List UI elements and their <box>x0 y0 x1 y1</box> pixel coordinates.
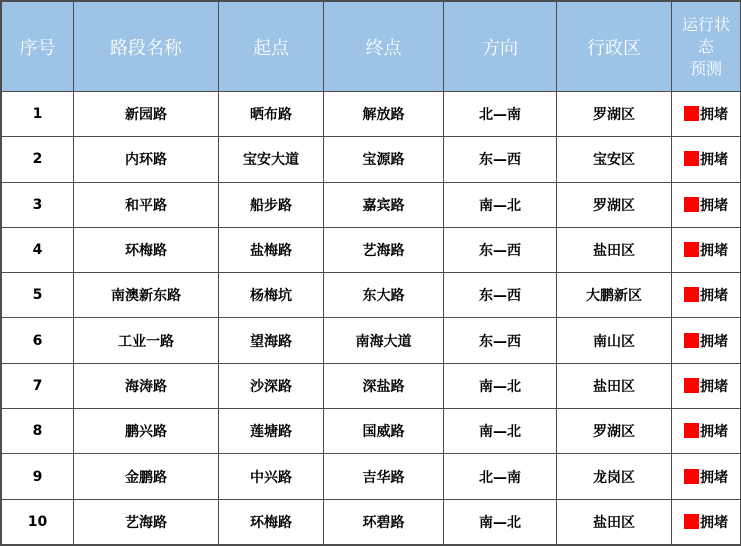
cell-status <box>672 137 741 182</box>
status-label: 拥堵 <box>700 197 728 214</box>
cell-road-name: 南澳新东路 <box>74 273 219 318</box>
status-label: 拥堵 <box>700 424 728 441</box>
cell-seq: 5 <box>2 273 74 318</box>
cell-seq: 4 <box>2 227 74 272</box>
cell-status <box>672 182 741 227</box>
header-road-name: 路段名称 <box>74 2 219 92</box>
cell-direction: 东—西 <box>444 273 557 318</box>
cell-seq: 2 <box>2 137 74 182</box>
header-status-forecast <box>672 2 741 92</box>
cell-road-name: 艺海路 <box>74 499 219 544</box>
cell-status <box>672 409 741 454</box>
cell-end: 东大路 <box>324 273 444 318</box>
cell-direction: 南—北 <box>444 182 557 227</box>
cell-end: 宝源路 <box>324 137 444 182</box>
congestion-indicator-icon <box>684 333 699 348</box>
cell-start: 杨梅坑 <box>219 273 324 318</box>
cell-direction: 东—西 <box>444 137 557 182</box>
cell-end: 南海大道 <box>324 318 444 363</box>
cell-end: 环碧路 <box>324 499 444 544</box>
status-label: 拥堵 <box>700 152 728 169</box>
cell-district: 盐田区 <box>557 363 672 408</box>
header-row <box>2 2 741 92</box>
cell-start: 盐梅路 <box>219 227 324 272</box>
cell-status <box>672 227 741 272</box>
table-row <box>2 454 741 499</box>
cell-direction: 东—西 <box>444 227 557 272</box>
status-label: 拥堵 <box>700 469 728 486</box>
table-row <box>2 92 741 137</box>
header-seq: 序号 <box>2 2 74 92</box>
cell-district: 罗湖区 <box>557 92 672 137</box>
cell-direction: 南—北 <box>444 409 557 454</box>
cell-direction: 北—南 <box>444 92 557 137</box>
cell-road-name: 海涛路 <box>74 363 219 408</box>
table-row <box>2 182 741 227</box>
cell-status <box>672 273 741 318</box>
table-row <box>2 318 741 363</box>
congestion-indicator-icon <box>684 242 699 257</box>
cell-seq: 7 <box>2 363 74 408</box>
header-status-line-3: 预测 <box>689 58 722 78</box>
cell-direction: 南—北 <box>444 499 557 544</box>
cell-start: 晒布路 <box>219 92 324 137</box>
congestion-indicator-icon <box>684 151 699 166</box>
cell-end: 嘉宾路 <box>324 182 444 227</box>
cell-district: 南山区 <box>557 318 672 363</box>
cell-start: 环梅路 <box>219 499 324 544</box>
cell-road-name: 内环路 <box>74 137 219 182</box>
cell-start: 宝安大道 <box>219 137 324 182</box>
cell-road-name: 鹏兴路 <box>74 409 219 454</box>
table-row <box>2 499 741 544</box>
table-row <box>2 363 741 408</box>
cell-status <box>672 499 741 544</box>
congestion-indicator-icon <box>684 469 699 484</box>
cell-seq: 9 <box>2 454 74 499</box>
table-row <box>2 273 741 318</box>
cell-end: 深盐路 <box>324 363 444 408</box>
cell-road-name: 环梅路 <box>74 227 219 272</box>
cell-end: 解放路 <box>324 92 444 137</box>
congestion-indicator-icon <box>684 514 699 529</box>
header-direction: 方向 <box>444 2 557 92</box>
cell-seq: 10 <box>2 499 74 544</box>
table-header <box>2 2 741 92</box>
status-label: 拥堵 <box>700 243 728 260</box>
table-row <box>2 137 741 182</box>
header-district: 行政区 <box>557 2 672 92</box>
cell-end: 艺海路 <box>324 227 444 272</box>
status-label: 拥堵 <box>700 107 728 124</box>
status-label: 拥堵 <box>700 333 728 350</box>
status-label: 拥堵 <box>700 378 728 395</box>
status-label: 拥堵 <box>700 288 728 305</box>
cell-start: 莲塘路 <box>219 409 324 454</box>
cell-status <box>672 318 741 363</box>
cell-status <box>672 363 741 408</box>
traffic-forecast-table <box>1 1 741 545</box>
cell-end: 吉华路 <box>324 454 444 499</box>
cell-start: 中兴路 <box>219 454 324 499</box>
congestion-indicator-icon <box>684 197 699 212</box>
cell-direction: 北—南 <box>444 454 557 499</box>
table-body <box>2 92 741 545</box>
header-status-line-1: 运行状 <box>681 14 730 34</box>
cell-district: 盐田区 <box>557 499 672 544</box>
cell-seq: 6 <box>2 318 74 363</box>
congestion-indicator-icon <box>684 106 699 121</box>
cell-seq: 8 <box>2 409 74 454</box>
cell-start: 望海路 <box>219 318 324 363</box>
cell-status <box>672 92 741 137</box>
cell-seq: 1 <box>2 92 74 137</box>
cell-district: 罗湖区 <box>557 409 672 454</box>
header-status-line-2: 态 <box>697 36 714 56</box>
cell-road-name: 工业一路 <box>74 318 219 363</box>
cell-road-name: 金鹏路 <box>74 454 219 499</box>
cell-road-name: 新园路 <box>74 92 219 137</box>
cell-district: 大鹏新区 <box>557 273 672 318</box>
cell-district: 盐田区 <box>557 227 672 272</box>
status-label: 拥堵 <box>700 514 728 531</box>
cell-seq: 3 <box>2 182 74 227</box>
cell-direction: 南—北 <box>444 363 557 408</box>
cell-district: 宝安区 <box>557 137 672 182</box>
header-end: 终点 <box>324 2 444 92</box>
congestion-indicator-icon <box>684 423 699 438</box>
congestion-indicator-icon <box>684 287 699 302</box>
table-row <box>2 227 741 272</box>
cell-end: 国威路 <box>324 409 444 454</box>
cell-start: 沙深路 <box>219 363 324 408</box>
cell-district: 龙岗区 <box>557 454 672 499</box>
header-start: 起点 <box>219 2 324 92</box>
cell-status <box>672 454 741 499</box>
cell-district: 罗湖区 <box>557 182 672 227</box>
table-row <box>2 409 741 454</box>
cell-start: 船步路 <box>219 182 324 227</box>
congestion-indicator-icon <box>684 378 699 393</box>
cell-direction: 东—西 <box>444 318 557 363</box>
cell-road-name: 和平路 <box>74 182 219 227</box>
